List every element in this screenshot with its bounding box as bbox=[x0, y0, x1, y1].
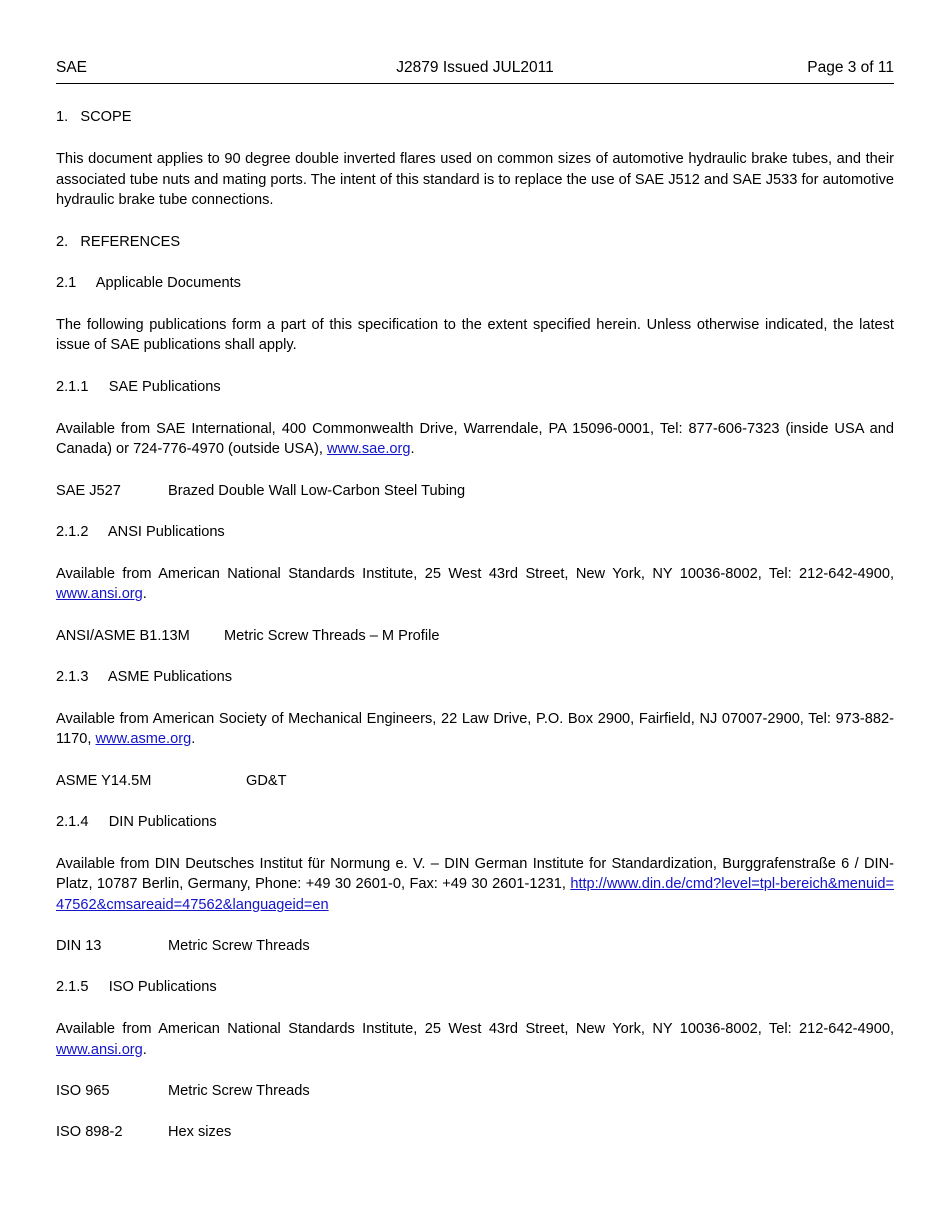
header-document-title: J2879 Issued JUL2011 bbox=[396, 59, 554, 76]
standard-reference-iso-965 bbox=[56, 1082, 894, 1101]
running-header bbox=[56, 58, 894, 84]
standard-id: ASME Y14.5M bbox=[56, 772, 152, 789]
din-availability-paragraph bbox=[56, 854, 894, 916]
standard-reference-ansi-asme-b113m bbox=[56, 627, 894, 646]
section-heading-ansi-publications: 2.1.2 ANSI Publications bbox=[56, 523, 225, 540]
standard-reference-sae-j527 bbox=[56, 482, 894, 501]
standard-title: Brazed Double Wall Low-Carbon Steel Tubing bbox=[168, 482, 466, 499]
standard-id: ISO 898-2 bbox=[56, 1124, 123, 1140]
standard-title: GD&T bbox=[246, 772, 287, 789]
section-heading-scope: 1. SCOPE bbox=[56, 109, 132, 125]
iso-availability-text: Available from American National Standards Institute, 25 West 43rd Street, New York, NY 10036-8002, Tel: 212-642-4900, bbox=[56, 1021, 894, 1037]
standard-id: SAE J527 bbox=[56, 482, 121, 499]
standard-title: Metric Screw Threads – M Profile bbox=[224, 627, 440, 644]
standard-id: DIN 13 bbox=[56, 938, 102, 954]
section-heading-references: 2. REFERENCES bbox=[56, 233, 181, 250]
section-heading-iso-publications: 2.1.5 ISO Publications bbox=[56, 979, 217, 995]
ansi-availability-text: Available from American National Standards Institute, 25 West 43rd Street, New York, NY 10036-8002, Tel: 212-642-4900, bbox=[56, 565, 894, 582]
section-heading-din-publications: 2.1.4 DIN Publications bbox=[56, 813, 217, 830]
standard-reference-iso-898-2 bbox=[56, 1123, 894, 1142]
applicable-documents-paragraph: The following publications form a part of this specification to the extent specified herein. Unless otherwise indicated, the latest issue of SAE publications shall apply. bbox=[56, 316, 894, 353]
asme-availability-period: . bbox=[191, 731, 196, 747]
standard-reference-din-13 bbox=[56, 937, 894, 956]
din-website-link[interactable]: http://www.din.de/cmd?level=tpl-bereich&menuid=47562&cmsareaid=47562&languageid=en bbox=[56, 876, 894, 913]
standard-reference-asme-y145m bbox=[56, 772, 894, 791]
ansi-availability-paragraph bbox=[56, 564, 894, 605]
page-content bbox=[56, 58, 894, 1164]
section-heading-sae-publications: 2.1.1 SAE Publications bbox=[56, 378, 221, 395]
sae-availability-text: Available from SAE International, 400 Commonwealth Drive, Warrendale, PA 15096-0001, Tel: 877-606-7323 (inside USA and Canada) or 724-776-4970 (outside USA), bbox=[56, 420, 894, 457]
standard-id: ISO 965 bbox=[56, 1083, 110, 1099]
standard-title: Metric Screw Threads bbox=[168, 938, 310, 954]
header-page-number: Page 3 of 11 bbox=[807, 59, 894, 76]
section-heading-applicable-documents: 2.1 Applicable Documents bbox=[56, 274, 241, 291]
asme-availability-paragraph bbox=[56, 709, 894, 750]
ansi-website-link[interactable]: www.ansi.org bbox=[56, 586, 143, 602]
sae-availability-paragraph bbox=[56, 419, 894, 460]
section-heading-asme-publications: 2.1.3 ASME Publications bbox=[56, 668, 233, 685]
standard-title: Hex sizes bbox=[168, 1124, 232, 1140]
scope-paragraph: This document applies to 90 degree double inverted flares used on common sizes of automotive hydraulic brake tubes, and their associated tube nuts and mating ports. The intent of this standard is to replace the use of SAE J512 and SAE J533 for automotive hydraulic brake tube connections. bbox=[56, 151, 894, 208]
header-organization: SAE bbox=[56, 59, 88, 76]
asme-availability-text: Available from American Society of Mechanical Engineers, 22 Law Drive, P.O. Box 2900, Fairfield, NJ 07007-2900, Tel: 973-882-1170, bbox=[56, 710, 894, 747]
iso-ansi-website-link[interactable]: www.ansi.org bbox=[56, 1041, 143, 1058]
iso-availability-period: . bbox=[142, 1041, 147, 1058]
sae-website-link[interactable]: www.sae.org bbox=[326, 441, 411, 457]
asme-website-link[interactable]: www.asme.org bbox=[95, 731, 192, 747]
standard-title: Metric Screw Threads bbox=[168, 1083, 310, 1099]
standard-id: ANSI/ASME B1.13M bbox=[56, 627, 190, 644]
ansi-availability-period: . bbox=[142, 586, 147, 602]
din-availability-text: Available from DIN Deutsches Institut für Normung e. V. – DIN German Institute for Standardization, Burggrafenstraße 6 / DIN-Platz, 10787 Berlin, Germany, Phone: +49 30 2601-0, Fax: +49 30 2601-1231, bbox=[56, 855, 894, 892]
iso-availability-paragraph bbox=[56, 1019, 894, 1060]
sae-availability-period: . bbox=[410, 441, 415, 457]
